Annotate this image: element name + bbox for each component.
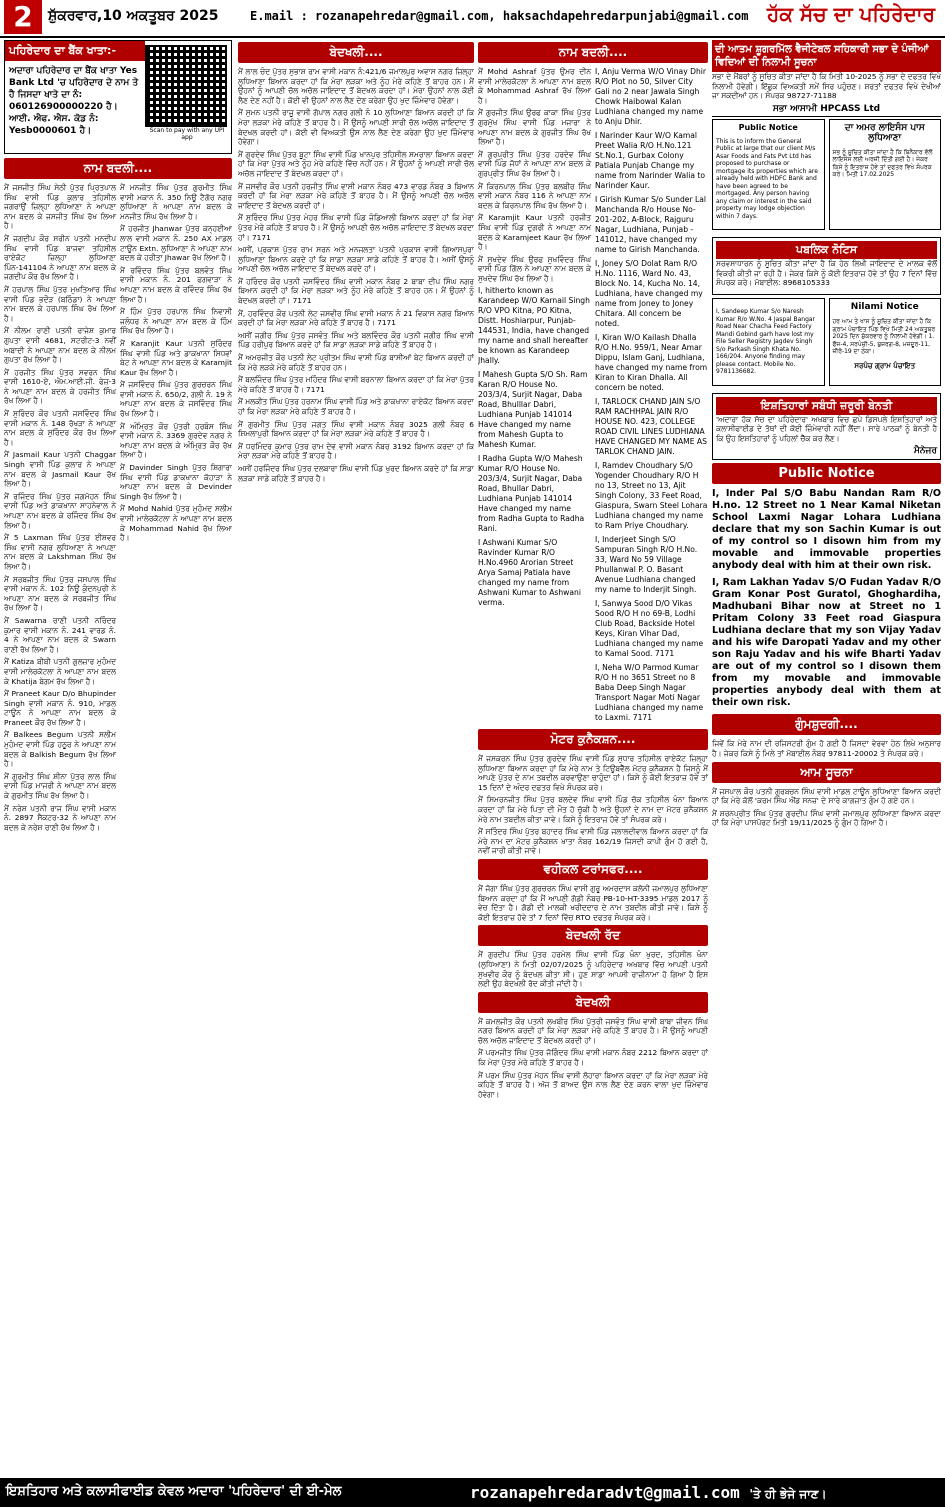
notice: ਮੈਂ ਨਰੇਸ਼ ਪਤਨੀ ਰਾਜ ਸਿੰਘ ਵਾਸੀ ਮਕਾਨ ਨੰ. 2897 ਸੈਕਟਰ-32 ਨੇ ਆਪਣਾ ਨਾਮ ਬਦਲ ਕੇ ਨਰੇਸ਼ ਰਾਣੀ ਰੱਖ ਲਿਆ ਹੈ। xyxy=(4,803,116,832)
section-heading-bedakhli-radd: ਬੇਦਖਲੀ ਰੱਦ xyxy=(478,925,708,946)
notice: ਮੈਂ Karanjit Kaur ਪਤਨੀ ਸੁਰਿੰਦਰ ਸਿੰਘ ਵਾਸੀ ਪਿੰਡ ਅਤੇ ਡਾਕਖਾਨਾ ਸਿਧਵਾਂ ਬੇਟ ਨੇ ਆਪਣਾ ਨਾਮ ਬਦਲ ਕੇ Karamjit Kaur ਰੱਖ ਲਿਆ ਹੈ। xyxy=(120,338,232,377)
column-4 xyxy=(712,40,941,1460)
section-heading-bedakhli-2: ਬੇਦਖਲੀ xyxy=(478,992,708,1013)
notice: ਮੈਂ ਹਰਪਾਲ ਸਿੰਘ ਪੁੱਤਰ ਮੁਖਤਿਆਰ ਸਿੰਘ ਵਾਸੀ ਪਿੰਡ ਭਦੌੜ (ਬਠਿੰਡਾ) ਨੇ ਆਪਣਾ ਨਾਮ ਬਦਲ ਕੇ ਹਰਪਾਲ ਸਿੰਘ ਰੱਖ ਲਿਆ ਹੈ। xyxy=(4,284,116,323)
notice: ਮੈਂ ਰਜਿੰਦਰ ਸਿੰਘ ਪੁੱਤਰ ਜਗਮੋਹਨ ਸਿੰਘ ਵਾਸੀ ਪਿੰਡ ਅਤੇ ਡਾਕਖਾਨਾ ਸਾਹਨੇਵਾਲ ਨੇ ਆਪਣਾ ਨਾਮ ਬਦਲ ਕੇ ਰਜਿੰਦਰ ਸਿੰਘ ਰੱਖ ਲਿਆ ਹੈ। xyxy=(4,491,116,530)
pb-notice-body: ਸਰਵਸਾਧਾਰਨ ਨੂੰ ਸੂਚਿਤ ਕੀਤਾ ਜਾਂਦਾ ਹੈ ਕਿ ਹੇਠ ਲਿਖੀ ਜਾਇਦਾਦ ਦੇ ਮਾਲਕ ਵੱਲੋਂ ਵਿਕਰੀ ਕੀਤੀ ਜਾ ਰਹੀ ਹੈ। ਜੇਕਰ ਕਿਸੇ ਨੂੰ ਕੋਈ ਇਤਰਾਜ਼ ਹੋਵੇ ਤਾਂ ਉਹ 7 ਦਿਨਾਂ ਵਿੱਚ ਸੰਪਰਕ ਕਰੇ। ਮੋਬਾਈਲ: 8968105333 xyxy=(716,259,937,288)
notice: ਮੈਂ ਸੁਮਨ ਪਤਨੀ ਰਾਜੂ ਵਾਸੀ ਗੋਪਾਲ ਨਗਰ ਗਲੀ ਨੰ 10 ਲੁਧਿਆਣਾ ਬਿਆਨ ਕਰਦੀ ਹਾਂ ਕਿ ਮੇਰਾ ਲੜਕਾ ਮੇਰੇ ਕਹਿਣੇ ਤੋਂ ਬਾਹਰ ਹੈ। ਮੈਂ ਉਸਨੂੰ ਆਪਣੀ ਸਾਰੀ ਚੱਲ ਅਚੱਲ ਜਾਇਦਾਦ ਤੋਂ ਬੇਦਖਲ ਕਰਦੀ ਹਾਂ। ਕੋਈ ਵੀ ਵਿਅਕਤੀ ਉਸ ਨਾਲ ਲੈਣ ਦੇਣ ਕਰੇਗਾ ਉਹ ਖੁਦ ਜ਼ਿੰਮੇਵਾਰ ਹੋਵੇਗਾ। xyxy=(238,108,474,147)
notice: ਮੈਂ Balkees Begum ਪਤਨੀ ਸਲੀਮ ਮੁਹੰਮਦ ਵਾਸੀ ਪਿੰਡ ਹਠੂਰ ਨੇ ਆਪਣਾ ਨਾਮ ਬਦਲ ਕੇ Balkish Begum ਰੱਖ ਲਿਆ ਹੈ। xyxy=(4,730,116,769)
society-heading: ਦੀ ਆਤਮ ਸ਼ੂਗਰਮਿੱਲ ਵੈਜੀਟੇਬਲ ਸਹਿਕਾਰੀ ਸਭਾ ਦੇ ਪੰਜੀਆਂ ਵਿਦਿਆਂ ਦੀ ਨਿਲਾਮੀ ਸੂਚਨਾ xyxy=(712,40,941,72)
notice: ਮੈਂ, ਹਰਵਿੰਦਰ ਕੌਰ ਪਤਨੀ ਲੇਟ ਜਸਵੀਰ ਸਿੰਘ ਵਾਸੀ ਮਕਾਨ ਨੰ 21 ਵਿਕਾਸ ਨਗਰ ਬਿਆਨ ਕਰਦੀ ਹਾਂ ਕਿ ਮੇਰਾ ਲੜਕਾ ਮੇਰੇ ਕਹਿਣੇ ਤੋਂ ਬਾਹਰ ਹੈ। 7171 xyxy=(238,308,474,328)
footer-text: ਇਸ਼ਤਿਹਾਰ ਅਤੇ ਕਲਾਸੀਫਾਈਡ ਕੇਵਲ ਅਦਾਰਾ 'ਪਹਿਰੇਦਾਰ' ਦੀ ਈ-ਮੇਲ xyxy=(6,1484,342,1499)
notice: ਮੈਂ ਜਗਦੀਪ ਕੌਰ ਸਰੀਨ ਪਤਨੀ ਮਨਦੀਪ ਸਿੰਘ ਵਾਸੀ ਪਿੰਡ ਬਾਜਵਾ ਤਹਿਸੀਲ ਰਾਏਕੋਟ ਜ਼ਿਲ੍ਹਾ ਲੁਧਿਆਣਾ ਪਿੰਨ-141104 ਨੇ ਆਪਣਾ ਨਾਮ ਬਦਲ ਕੇ ਜਗਦੀਪ ਕੌਰ ਰੱਖ ਲਿਆ ਹੈ। xyxy=(4,233,116,282)
society-sign: ਸਭਾ ਆਸਾਮੀ HPCASS Ltd xyxy=(772,103,881,114)
notice: ਮੈਂ ਕਿਰਨਪਾਲ ਸਿੰਘ ਪੁੱਤਰ ਬਲਬੀਰ ਸਿੰਘ ਵਾਸੀ ਮਕਾਨ ਨੰਬਰ 116 ਨੇ ਆਪਣਾ ਨਾਮ ਬਦਲ ਕੇ ਕਿਰਨਪਾਲ ਸਿੰਘ ਰੱਖ ਲਿਆ ਹੈ। xyxy=(478,181,591,210)
notice: ਮੈਂ ਗੁਰਪ੍ਰੀਤ ਸਿੰਘ ਪੁੱਤਰ ਹਰਦੇਵ ਸਿੰਘ ਵਾਸੀ ਪਿੰਡ ਜੋਧਾਂ ਨੇ ਆਪਣਾ ਨਾਮ ਬਦਲ ਕੇ ਗੁਰਪ੍ਰੀਤ ਸਿੰਘ ਰੱਖ ਲਿਆ ਹੈ। xyxy=(478,149,591,178)
bank-title: ਪਹਿਰੇਦਾਰ ਦਾ ਬੈਂਕ ਖਾਤਾ:- xyxy=(5,41,145,61)
notice: ਮੈਂ ਸਤਿੰਦਰ ਸਿੰਘ ਪੁੱਤਰ ਬਹਾਦਰ ਸਿੰਘ ਵਾਸੀ ਪਿੰਡ ਜਲਾਲਦੀਵਾਲ ਬਿਆਨ ਕਰਦਾ ਹਾਂ ਕਿ ਮੇਰੇ ਨਾਮ ਦਾ ਮੋਟਰ ਕੁਨੈਕਸ਼ਨ ਖਾਤਾ ਨੰਬਰ 162/19 ਜਿਸਦੀ ਕਾਪੀ ਗੁੰਮ ਹੋ ਗਈ ਹੈ, ਨਵੀਂ ਜਾਰੀ ਕੀਤੀ ਜਾਵੇ। xyxy=(478,827,708,856)
section-heading-aam: ਆਮ ਸੂਚਨਾ xyxy=(712,762,941,783)
nilami-title: Nilami Notice xyxy=(850,302,919,313)
pb-public-notice xyxy=(712,237,941,295)
qr-caption: Scan to pay with any UPI app xyxy=(149,127,225,141)
page-footer xyxy=(0,1478,945,1507)
notice: ਜਿਵੇਂ ਕਿ ਮੇਰੇ ਨਾਮ ਦੀ ਰਜਿਸਟਰੀ ਗੁੰਮ ਹੋ ਗਈ ਹੈ ਜਿਸਦਾ ਵੇਰਵਾ ਹੇਠ ਲਿਖੇ ਅਨੁਸਾਰ ਹੈ। ਜੇਕਰ ਕਿਸੇ ਨੂੰ ਮਿਲੇ ਤਾਂ ਮੋਬਾਈਲ ਨੰਬਰ 97811-20002 ਤੇ ਸੰਪਰਕ ਕਰੇ। xyxy=(712,739,941,758)
section-heading-name-change: ਨਾਮ ਬਦਲੀ.... xyxy=(4,158,232,179)
ad-note-title: ਇਸ਼ਤਿਹਾਰਾਂ ਸਬੰਧੀ ਜ਼ਰੂਰੀ ਬੇਨਤੀ xyxy=(716,397,937,415)
notice: ਮੈਂ ਜਸਕਰਨ ਸਿੰਘ ਪੁੱਤਰ ਗੁਰਦੇਵ ਸਿੰਘ ਵਾਸੀ ਪਿੰਡ ਸੁਧਾਰ ਤਹਿਸੀਲ ਰਾਏਕੋਟ ਜ਼ਿਲ੍ਹਾ ਲੁਧਿਆਣਾ ਬਿਆਨ ਕਰਦਾ ਹਾਂ ਕਿ ਮੇਰੇ ਨਾਮ ਤੇ ਟਿਊਬਵੈੱਲ ਮੋਟਰ ਕੁਨੈਕਸ਼ਨ ਹੈ ਜਿਸਨੂੰ ਮੈਂ ਆਪਣੇ ਪੁੱਤਰ ਦੇ ਨਾਮ ਤਬਦੀਲ ਕਰਵਾਉਣਾ ਚਾਹੁੰਦਾ ਹਾਂ। ਕਿਸੇ ਨੂੰ ਕੋਈ ਇਤਰਾਜ਼ ਹੋਵੇ ਤਾਂ 15 ਦਿਨਾਂ ਦੇ ਅੰਦਰ ਦਫਤਰ ਵਿਖੇ ਸੰਪਰਕ ਕਰੇ। xyxy=(478,754,708,792)
notice: ਮੈਂ Davinder Singh ਪੁੱਤਰ ਸ਼ਿਗਾਰਾ ਸਿੰਘ ਵਾਸੀ ਪਿੰਡ ਡਾਕਖਾਨਾ ਕੋਹਾੜਾ ਨੇ ਆਪਣਾ ਨਾਮ ਬਦਲ ਕੇ Devinder Singh ਰੱਖ ਲਿਆ ਹੈ। xyxy=(120,463,232,501)
notice: ਮੈਂ Katiza ਬੀਬੀ ਪਤਨੀ ਗੁਲਜ਼ਾਰ ਮੁਹੰਮਦ ਵਾਸੀ ਮਾਲੇਰਕੋਟਲਾ ਨੇ ਆਪਣਾ ਨਾਮ ਬਦਲ ਕੇ Khatija ਬੇਗਮ ਰੱਖ ਲਿਆ ਹੈ। xyxy=(4,657,116,686)
notice: I, Anju Verma W/O Vinay Dhir R/O Plot no 50, Silver City Gali no 2 near Jawala Singh Chowk Haibowal Kalan Ludhiana changed my name to Anju Dhir. xyxy=(595,67,707,126)
col3-right xyxy=(595,67,708,727)
notice: ਅਸੀਂ ਹਰਜਿੰਦਰ ਸਿੰਘ ਪੁੱਤਰ ਦਲਬਾਰਾ ਸਿੰਘ ਵਾਸੀ ਪਿੰਡ ਖੁਰਦ ਬਿਆਨ ਕਰਦੇ ਹਾਂ ਕਿ ਸਾਡਾ ਲੜਕਾ ਸਾਡੇ ਕਹਿਣੇ ਤੋਂ ਬਾਹਰ ਹੈ। xyxy=(238,463,474,483)
notice: ਮੈਂ 5 Laxman ਸਿੰਘ ਪੁੱਤਰ ਈਸ਼ਵਰ ਸਿੰਘ ਵਾਸੀ ਨਗਰ ਲੁਧਿਆਣਾ ਨੇ ਆਪਣਾ ਨਾਮ ਬਦਲ ਕੇ Lakshman ਸਿੰਘ ਰੱਖ ਲਿਆ ਹੈ। xyxy=(4,533,116,571)
notice: I Radha Gupta W/O Mahesh Kumar R/O House No. 203/3/4, Surjit Nagar, Daba Road, Bhullar Dabri, Ludhiana Punjab 141014 Have changed my name from Radha Gupta to Radha Rani. xyxy=(478,454,585,534)
notice: ਮੈਂ ਗੁਰਜੀਤ ਸਿੰਘ ਉਰਫ ਕਾਕਾ ਸਿੰਘ ਪੁੱਤਰ ਗੁਰਮੁੱਖ ਸਿੰਘ ਵਾਸੀ ਪਿੰਡ ਮਜਾਰਾ ਨੇ ਆਪਣਾ ਨਾਮ ਬਦਲ ਕੇ ਗੁਰਜੀਤ ਸਿੰਘ ਰੱਖ ਲਿਆ ਹੈ। xyxy=(478,108,591,147)
notice: ਅਸੀਂ, ਪ੍ਰਕਾਸ਼ ਪੁੱਤਰ ਰਾਮ ਸਰਨ ਅਤੇ ਮਨਜਲਤਾ ਪਤਨੀ ਪ੍ਰਕਾਸ਼ ਵਾਸੀ ਗਿਆਸਪੁਰਾ ਲੁਧਿਆਣਾ ਬਿਆਨ ਕਰਦੇ ਹਾਂ ਕਿ ਸਾਡਾ ਲੜਕਾ ਸਾਡੇ ਕਹਿਣੇ ਤੋਂ ਬਾਹਰ ਹੈ। ਅਸੀਂ ਉਸਨੂੰ ਆਪਣੀ ਚੱਲ ਅਚੱਲ ਜਾਇਦਾਦ ਤੋਂ ਬੇਦਖਲ ਕਰਦੇ ਹਾਂ। xyxy=(238,245,474,274)
column-3 xyxy=(478,40,708,1460)
footer-email-wrap xyxy=(470,1483,827,1502)
notice: ਅਸੀਂ ਜਗੀਰ ਸਿੰਘ ਪੁੱਤਰ ਜਸਵੰਤ ਸਿੰਘ ਅਤੇ ਬਲਵਿੰਦਰ ਕੌਰ ਪਤਨੀ ਜਗੀਰ ਸਿੰਘ ਵਾਸੀ ਪਿੰਡ ਹਰੀਪੁਰ ਬਿਆਨ ਕਰਦੇ ਹਾਂ ਕਿ ਸਾਡਾ ਲੜਕਾ ਸਾਡੇ ਕਹਿਣੇ ਤੋਂ ਬਾਹਰ ਹੈ। xyxy=(238,330,474,350)
notice: ਮੈਂ ਮਲਕੀਤ ਸਿੰਘ ਪੁੱਤਰ ਹਰਨਾਮ ਸਿੰਘ ਵਾਸੀ ਪਿੰਡ ਅਤੇ ਡਾਕਖਾਨਾ ਰਾਏਕੋਟ ਬਿਆਨ ਕਰਦਾ ਹਾਂ ਕਿ ਮੇਰਾ ਲੜਕਾ ਮੇਰੇ ਕਹਿਣੇ ਤੋਂ ਬਾਹਰ ਹੈ। xyxy=(238,397,474,416)
notice: I, TARLOCK CHAND JAIN S/O RAM RACHHPAL JAIN R/O HOUSE NO. 423, COLLEGE ROAD CIVIL LINES LUDHIANA HAVE CHANGED MY NAME AS TARLOK CHAND JAIN. xyxy=(595,397,707,456)
nilami-body: ਹਰ ਆਮ ਤੇ ਖਾਸ ਨੂੰ ਸੂਚਿਤ ਕੀਤਾ ਜਾਂਦਾ ਹੈ ਕਿ ਗ੍ਰਾਮ ਪੰਚਾਇਤ ਪਿੰਡ ਵਿਖੇ ਮਿਤੀ 24 ਅਕਤੂਬਰ 2025 ਦਿਨ ਸ਼ੁੱਕਰਵਾਰ ਨੂੰ ਨਿਲਾਮੀ ਹੋਵੇਗੀ। 1. ਫੌਜ-4, ਸਰਪੰਚੀ-5, ਬੁਜ਼ਰਗ-8, ਮਜ਼ਦੂਰ-11, ਜ਼ੀਰੋ-19 ਦਾ ਠੇਕਾ। xyxy=(832,318,936,356)
notice: ਮੈਂ ਹਰਜੀਤ Jhanwar ਪੁੱਤਰ ਕਨ੍ਹਈਆ ਲਾਲ ਵਾਸੀ ਮਕਾਨ ਨੰ. 250 AX ਮਾਡਲ ਟਾਊਨ Extn. ਲੁਧਿਆਣਾ ਨੇ ਆਪਣਾ ਨਾਮ ਬਦਲ ਕੇ ਹਰੀਤਾ Jhawar ਰੱਖ ਲਿਆ ਹੈ। xyxy=(120,224,232,263)
notice: I, Sanwya Sood D/O Vikas Sood R/O H no 69-B, Lodhi Club Road, Backside Hotel Keys, Kiran Vihar Dad, Ludhiana changed my name to Kamal Sood. 7171 xyxy=(595,599,704,658)
notice: ਮੈਂ ਗੁਰਮੀਤ ਸਿੰਘ ਸ਼ੀਨਾ ਪੁੱਤਰ ਲਾਲ ਸਿੰਘ ਵਾਸੀ ਪਿੰਡ ਮਾਜਰੀ ਨੇ ਆਪਣਾ ਨਾਮ ਬਦਲ ਕੇ ਗੁਰਮੀਤ ਸਿੰਘ ਰੱਖ ਲਿਆ ਹੈ। xyxy=(4,771,116,801)
notice: ਮੈਂ ਰਵਿੰਦਰ ਸਿੰਘ ਪੁੱਤਰ ਬਲਵੰਤ ਸਿੰਘ ਵਾਸੀ ਮਕਾਨ ਨੰ. 201 ਫਗਵਾੜਾ ਨੇ ਆਪਣਾ ਨਾਮ ਬਦਲ ਕੇ ਰਵਿੰਦਰ ਸਿੰਘ ਰੱਖ ਲਿਆ ਹੈ। xyxy=(120,265,232,304)
qr-code-icon[interactable] xyxy=(145,45,227,127)
notice: ਮੈਂ ਗੁਰਦੇਵ ਸਿੰਘ ਪੁੱਤਰ ਬੂਟਾ ਸਿੰਘ ਵਾਸੀ ਪਿੰਡ ਖਾਨਪੁਰ ਤਹਿਸੀਲ ਸਮਰਾਲਾ ਬਿਆਨ ਕਰਦਾ ਹਾਂ ਕਿ ਮੇਰਾ ਪੁੱਤਰ ਅਤੇ ਨੂੰਹ ਮੇਰੇ ਕਹਿਣੇ ਵਿੱਚ ਨਹੀਂ ਹਨ। ਮੈਂ ਉਹਨਾਂ ਨੂੰ ਆਪਣੀ ਸਾਰੀ ਚੱਲ ਅਚੱਲ ਜਾਇਦਾਦ ਤੋਂ ਬੇਦਖਲ ਕਰਦਾ ਹਾਂ। xyxy=(238,149,474,178)
bank-account-box xyxy=(4,40,232,154)
notice: ਮੈਂ ਜੋਗਾ ਸਿੰਘ ਪੁੱਤਰ ਗੁਰਚਰਨ ਸਿੰਘ ਵਾਸੀ ਗੁਰੂ ਅਮਰਦਾਸ ਕਲੋਨੀ ਜਮਾਲਪੁਰ ਲੁਧਿਆਣਾ ਬਿਆਨ ਕਰਦਾ ਹਾਂ ਕਿ ਮੈਂ ਆਪਣੀ ਗੱਡੀ ਨੰਬਰ PB-10-HT-3395 ਮਾਡਲ 2017 ਨੂੰ ਵੇਚ ਦਿੱਤਾ ਹੈ। ਗੱਡੀ ਦੀ ਮਾਲਕੀ ਖਰੀਦਦਾਰ ਦੇ ਨਾਮ ਤਬਦੀਲ ਕੀਤੀ ਜਾਵੇ। ਕਿਸੇ ਨੂੰ ਕੋਈ ਇਤਰਾਜ਼ ਹੋਵੇ ਤਾਂ 7 ਦਿਨਾਂ ਵਿੱਚ RTO ਦਫਤਰ ਸੰਪਰਕ ਕਰੇ। xyxy=(478,883,708,922)
notice: I, Inderjeet Singh S/O Sampuran Singh R/O H.No. 33, Ward No 59 Village Phullanwal P. O. Basant Avenue Ludhiana changed my name to Inderjit Singh. xyxy=(595,535,698,594)
license-form xyxy=(829,119,942,231)
notice: I, Joney S/O Dolat Ram R/O H.No. 1116, Ward No. 43, Block No. 14, Kucha No. 14, Ludhiana, have changed my name from Joney to Joney Chitara. All concern be noted. xyxy=(595,259,703,328)
ad-note-sign: ਮੈਨੇਜਰ xyxy=(913,446,937,457)
notice: ਮੈਂ ਹਰਿੰਦਰ ਕੌਰ ਪਤਨੀ ਜਸਵਿੰਦਰ ਸਿੰਘ ਵਾਸੀ ਮਕਾਨ ਨੰਬਰ 2 ਬਾਬਾ ਦੀਪ ਸਿੰਘ ਨਗਰ ਬਿਆਨ ਕਰਦੀ ਹਾਂ ਕਿ ਮੇਰਾ ਲੜਕਾ ਅਤੇ ਨੂੰਹ ਮੇਰੇ ਕਹਿਣੇ ਤੋਂ ਬਾਹਰ ਹਨ। ਮੈਂ ਉਹਨਾਂ ਨੂੰ ਬੇਦਖਲ ਕਰਦੀ ਹਾਂ। 7171 xyxy=(238,276,474,306)
nilami-notice xyxy=(829,298,942,386)
notice: ਮੈਂ ਜਸਪਾਲ ਕੌਰ ਪਤਨੀ ਗੁਰਬਚਨ ਸਿੰਘ ਵਾਸੀ ਮਾਡਲ ਟਾਊਨ ਲੁਧਿਆਣਾ ਬਿਆਨ ਕਰਦੀ ਹਾਂ ਕਿ ਮੇਰੇ ਕੋਲੋਂ 'ਕਰਮ ਸਿੰਘ ਐਂਡ ਸਨਜ਼' ਦੇ ਸਾਰੇ ਕਾਗਜ਼ਾਤ ਗੁੰਮ ਹੋ ਗਏ ਹਨ। xyxy=(712,786,941,806)
notice: ਮੈਂ ਕਮਲਜੀਤ ਕੌਰ ਪਤਨੀ ਲਖਬੀਰ ਸਿੰਘ ਪੁੱਤਰੀ ਜਸਵੰਤ ਸਿੰਘ ਵਾਸੀ ਬਾਬਾ ਜੀਵਨ ਸਿੰਘ ਨਗਰ ਬਿਆਨ ਕਰਦੀ ਹਾਂ ਕਿ ਮੇਰਾ ਲੜਕਾ ਮੇਰੇ ਕਹਿਣੇ ਤੋਂ ਬਾਹਰ ਹੈ। ਮੈਂ ਉਸਨੂੰ ਆਪਣੀ ਚੱਲ ਅਚੱਲ ਜਾਇਦਾਦ ਤੋਂ ਬੇਦਖਲ ਕਰਦੀ ਹਾਂ। xyxy=(478,1016,708,1045)
notice: ਮੈਂ ਗੁਰਮੀਤ ਸਿੰਘ ਪੁੱਤਰ ਜਗਤ ਸਿੰਘ ਵਾਸੀ ਮਕਾਨ ਨੰਬਰ 3025 ਗਲੀ ਨੰਬਰ 6 ਸ਼ਿਮਲਾਪੁਰੀ ਬਿਆਨ ਕਰਦਾ ਹਾਂ ਕਿ ਮੇਰਾ ਲੜਕਾ ਮੇਰੇ ਕਹਿਣੇ ਤੋਂ ਬਾਹਰ ਹੈ। xyxy=(238,419,474,439)
public-notice-big-2: I, Ram Lakhan Yadav S/O Fudan Yadav R/O Gram Konar Post Guratol, Ghoghardiha, Madhubani Bihar now at Street no 1 Pritam Colony 33 Feet road Giaspura Ludhiana declare that my son Vijay Yadav and his wife Daropati Yadav and my other son Raju Yadav and his wife Bharti Yadav are out of my control so I disown them from my movable and immovable properties anybody deal with them at their own risk. xyxy=(712,577,941,709)
nilami-sign: ਸਰਪੰਚ ਗ੍ਰਾਮ ਪੰਚਾਇਤ xyxy=(854,361,916,370)
notice: I, hitherto known as Karandeep W/O Karnail Singh R/O VPO Kitna, PO Kitna, Distt. Hoshiarpur, Punjab-144531, India, have changed my name and shall hereafter be known as Karandeep Jhally. xyxy=(478,286,590,366)
page-number: 2 xyxy=(4,0,42,34)
notice: ਮੈਂ ਅੰਮ੍ਰਿਤ ਕੌਰ ਪੁੱਤਰੀ ਹਰਬੰਸ ਸਿੰਘ ਵਾਸੀ ਮਕਾਨ ਨੰ. 3369 ਗੁਰਦੇਵ ਨਗਰ ਨੇ ਆਪਣਾ ਨਾਮ ਬਦਲ ਕੇ ਅੰਮ੍ਰਿਤ ਕੌਰ ਰੱਖ ਲਿਆ ਹੈ। xyxy=(120,421,232,460)
notice: I, Kiran W/O Kailash Dhalla R/O H.No. 959/1, Near Amar Dippu, Islam Ganj, Ludhiana, have changed my name from Kiran to Kiran Dhalla. All concern be noted. xyxy=(595,333,708,392)
public-notice-body: This is to inform the General Public at large that our client M/s Asar Foods and Fats Pvt Ltd has proposed to purchase or mortgage its properties which are already held with HDFC Bank and have been agreed to be mortgaged. Any person having any claim or interest in the said property may lodge objection within 7 days. xyxy=(716,137,818,220)
notice: ਮੈਂ ਸੁਰਿੰਦਰ ਸਿੰਘ ਪੁੱਤਰ ਮੇਹਰ ਸਿੰਘ ਵਾਸੀ ਪਿੰਡ ਜੰਡਿਆਲੀ ਬਿਆਨ ਕਰਦਾ ਹਾਂ ਕਿ ਮੇਰਾ ਪੁੱਤਰ ਮੇਰੇ ਕਹਿਣੇ ਤੋਂ ਬਾਹਰ ਹੈ। ਮੈਂ ਉਸਨੂੰ ਆਪਣੀ ਚੱਲ ਅਚੱਲ ਜਾਇਦਾਦ ਤੋਂ ਬੇਦਖਲ ਕਰਦਾ ਹਾਂ। 7171 xyxy=(238,213,474,242)
notice: I Girish Kumar S/o Sunder Lal Manchanda R/o House No-201-202, A-Block, Rajguru Nagar, Ludhiana, Punjab - 141012, have changed my name to Girish Manchanda. xyxy=(595,195,706,254)
notice: ਮੈਂ ਧਰਮਿੰਦਰ ਕੁਮਾਰ ਪੁੱਤਰ ਰਾਮ ਦੇਵ ਵਾਸੀ ਮਕਾਨ ਨੰਬਰ 3192 ਬਿਆਨ ਕਰਦਾ ਹਾਂ ਕਿ ਮੇਰਾ ਲੜਕਾ ਮੇਰੇ ਕਹਿਣੇ ਤੋਂ ਬਾਹਰ ਹੈ। xyxy=(238,441,474,461)
section-heading-motor: ਮੋਟਰ ਕੁਨੈਕਸ਼ਨ.... xyxy=(478,729,708,750)
column-1 xyxy=(4,40,232,1460)
footer-right-text: 'ਤੇ ਹੀ ਭੇਜੇ ਜਾਣ। xyxy=(749,1487,827,1501)
notice: ਮੈਂ ਅਮਰਜੀਤ ਕੌਰ ਪਤਨੀ ਲੇਟ ਪ੍ਰੀਤਮ ਸਿੰਘ ਵਾਸੀ ਪਿੰਡ ਬਾਸੀਆਂ ਬੇਟ ਬਿਆਨ ਕਰਦੀ ਹਾਂ ਕਿ ਮੇਰੇ ਲੜਕੇ ਮੇਰੇ ਕਹਿਣੇ ਤੋਂ ਬਾਹਰ ਹਨ। xyxy=(238,353,474,372)
col3-left xyxy=(478,67,591,727)
notice: ਮੈਂ Praneet Kaur D/o Bhupinder Singh ਵਾਸੀ ਮਕਾਨ ਨੰ. 910, ਮਾਡਲ ਟਾਊਨ ਨੇ ਆਪਣਾ ਨਾਮ ਬਦਲ ਕੇ Praneet ਕੌਰ ਰੱਖ ਲਿਆ ਹੈ। xyxy=(4,689,116,727)
notice: ਮੈਂ ਬਲਜਿੰਦਰ ਸਿੰਘ ਪੁੱਤਰ ਮਹਿੰਦਰ ਸਿੰਘ ਵਾਸੀ ਬਰਨਾਲਾ ਬਿਆਨ ਕਰਦਾ ਹਾਂ ਕਿ ਮੇਰਾ ਪੁੱਤਰ ਮੇਰੇ ਕਹਿਣੇ ਤੋਂ ਬਾਹਰ ਹੈ। 7171 xyxy=(238,375,474,394)
notice: ਮੈਂ ਜਸਵੀਰ ਕੌਰ ਪਤਨੀ ਹਰਜੀਤ ਸਿੰਘ ਵਾਸੀ ਮਕਾਨ ਨੰਬਰ 473 ਵਾਰਡ ਨੰਬਰ 3 ਬਿਆਨ ਕਰਦੀ ਹਾਂ ਕਿ ਮੇਰਾ ਲੜਕਾ ਮੇਰੇ ਕਹਿਣੇ ਤੋਂ ਬਾਹਰ ਹੈ। ਮੈਂ ਉਸਨੂੰ ਆਪਣੀ ਚੱਲ ਅਚੱਲ ਜਾਇਦਾਦ ਤੋਂ ਬੇਦਖਲ ਕਰਦੀ ਹਾਂ। xyxy=(238,181,474,210)
notice: ਮੈਂ Jasmail Kaur ਪਤਨੀ Chaggar Singh ਵਾਸੀ ਪਿੰਡ ਕੁਲਾਰ ਨੇ ਆਪਣਾ ਨਾਮ ਬਦਲ ਕੇ Jasmail Kaur ਰੱਖ ਲਿਆ ਹੈ। xyxy=(4,450,116,489)
notice: ਮੈਂ ਸਿਮਰਨਜੀਤ ਸਿੰਘ ਪੁੱਤਰ ਬਲਦੇਵ ਸਿੰਘ ਵਾਸੀ ਪਿੰਡ ਚੱਕ ਤਹਿਸੀਲ ਖੰਨਾ ਬਿਆਨ ਕਰਦਾ ਹਾਂ ਕਿ ਮੇਰੇ ਪਿਤਾ ਦੀ ਮੌਤ ਹੋ ਚੁੱਕੀ ਹੈ ਅਤੇ ਉਹਨਾਂ ਦੇ ਨਾਮ ਦਾ ਮੋਟਰ ਕੁਨੈਕਸ਼ਨ ਮੇਰੇ ਨਾਮ ਤਬਦੀਲ ਕੀਤਾ ਜਾਵੇ। ਕਿਸੇ ਨੂੰ ਇਤਰਾਜ਼ ਹੋਵੇ ਤਾਂ ਸੰਪਰਕ ਕਰੇ। xyxy=(478,795,708,824)
issue-date: ਸ਼ੁੱਕਰਵਾਰ,10 ਅਕਤੂਬਰ 2025 xyxy=(48,8,219,24)
notice: ਮੈਂ Sawarna ਰਾਣੀ ਪਤਨੀ ਨਰਿੰਦਰ ਕੁਮਾਰ ਵਾਸੀ ਮਕਾਨ ਨੰ. 241 ਵਾਰਡ ਨੰ. 4 ਨੇ ਆਪਣਾ ਨਾਮ ਬਦਲ ਕੇ Swarn ਰਾਣੀ ਰੱਖ ਲਿਆ ਹੈ। xyxy=(4,615,116,654)
notice: ਮੈਂ ਸ਼ਰਨਪ੍ਰੀਤ ਸਿੰਘ ਪੁੱਤਰ ਗੁਰਦੀਪ ਸਿੰਘ ਵਾਸੀ ਜਮਾਲਪੁਰ ਲੁਧਿਆਣਾ ਬਿਆਨ ਕਰਦਾ ਹਾਂ ਕਿ ਮੇਰਾ ਪਾਸਪੋਰਟ ਮਿਤੀ 19/11/2025 ਨੂੰ ਗੁੰਮ ਹੋ ਗਿਆ ਹੈ। xyxy=(712,808,941,828)
public-notice-big-1: I, Inder Pal S/O Babu Nandan Ram R/O H.no. 12 Street no 1 Near Kamal Niketan School Laxmi Nagar Lohara Ludhiana declare that my son Sachin Kumar is out of my control so I disown him from my movable and immovable properties anybody deal with him at their own risk. xyxy=(712,488,941,572)
notice: ਮੈਂ ਜਸਵਿੰਦਰ ਸਿੰਘ ਪੁੱਤਰ ਗੁਰਚਰਨ ਸਿੰਘ ਵਾਸੀ ਮਕਾਨ ਨੰ. 650/2, ਗਲੀ ਨੰ. 19 ਨੇ ਆਪਣਾ ਨਾਮ ਬਦਲ ਕੇ ਜਸਵਿੰਦਰ ਸਿੰਘ ਰੱਖ ਲਿਆ ਹੈ। xyxy=(120,380,232,419)
license-body: ਸਭ ਨੂੰ ਸੂਚਿਤ ਕੀਤਾ ਜਾਂਦਾ ਹੈ ਕਿ ਬਿਨੈਕਾਰ ਵੱਲੋਂ ਲਾਇਸੰਸ ਲਈ ਅਰਜ਼ੀ ਦਿੱਤੀ ਗਈ ਹੈ। ਜੇਕਰ ਕਿਸੇ ਨੂੰ ਇਤਰਾਜ਼ ਹੋਵੇ ਤਾਂ ਦਫਤਰ ਵਿਖੇ ਸੰਪਰਕ ਕਰੇ। ਮਿਤੀ 17.02.2025 xyxy=(832,148,933,179)
notice: I, Neha W/O Parmod Kumar R/O H no 3651 Street no 8 Baba Deep Singh Nagar Transport Nagar Moti Nagar Ludhiana changed my name to Laxmi. 7171 xyxy=(595,663,704,722)
notice: ਮੈਂ Mohd Nahid ਪੁੱਤਰ ਮੁਹੰਮਦ ਸਲੀਮ ਵਾਸੀ ਮਾਲੇਰਕੋਟਲਾ ਨੇ ਆਪਣਾ ਨਾਮ ਬਦਲ ਕੇ Mohammad Nahid ਰੱਖ ਲਿਆ ਹੈ। xyxy=(120,504,232,543)
section-heading-name-change-3: ਨਾਮ ਬਦਲੀ.... xyxy=(478,42,708,63)
notice: ਮੈਂ ਜਸਜੀਤ ਸਿੰਘ ਸੇਠੀ ਪੁੱਤਰ ਪ੍ਰਿਤਪਾਲ ਸਿੰਘ ਵਾਸੀ ਪਿੰਡ ਕੁਲਾਰ ਤਹਿਸੀਲ ਜਗਰਾਉਂ ਜ਼ਿਲ੍ਹਾ ਲੁਧਿਆਣਾ ਨੇ ਆਪਣਾ ਨਾਮ ਬਦਲ ਕੇ ਜਸਜੀਤ ਸਿੰਘ ਰੱਖ ਲਿਆ ਹੈ। xyxy=(4,183,116,231)
notice: ਮੈਂ ਪਰਮ ਸਿੰਘ ਪੁੱਤਰ ਮੋਹਨ ਸਿੰਘ ਵਾਸੀ ਲੋਹਾਰਾ ਬਿਆਨ ਕਰਦਾ ਹਾਂ ਕਿ ਮੇਰਾ ਲੜਕਾ ਮੇਰੇ ਕਹਿਣੇ ਤੋਂ ਬਾਹਰ ਹੈ। ਅੱਜ ਤੋਂ ਬਾਅਦ ਉਸ ਨਾਲ ਲੈਣ ਦੇਣ ਕਰਨ ਵਾਲਾ ਖੁਦ ਜ਼ਿੰਮੇਵਾਰ ਹੋਵੇਗਾ। xyxy=(478,1070,708,1099)
notice: I Mahesh Gupta S/O Sh. Ram Karan R/O House No. 203/3/4, Surjit Nagar, Daba Road, Bhulllar Dabri, Ludhiana Punjab 141014 Have changed my name from Mahesh Gupta to Mahesh Kumar. xyxy=(478,370,588,450)
notice: ਮੈਂ ਸੁਖਦੇਵ ਸਿੰਘ ਉਰਫ ਸੁਖਵਿੰਦਰ ਸਿੰਘ ਵਾਸੀ ਪਿੰਡ ਗਿੱਲ ਨੇ ਆਪਣਾ ਨਾਮ ਬਦਲ ਕੇ ਸੁਖਦੇਵ ਸਿੰਘ ਰੱਖ ਲਿਆ ਹੈ। xyxy=(478,254,591,283)
notice: ਸਭਾ ਦੇ ਮੈਂਬਰਾਂ ਨੂੰ ਸੂਚਿਤ ਕੀਤਾ ਜਾਂਦਾ ਹੈ ਕਿ ਮਿਤੀ 10-2025 ਨੂੰ ਸਭਾ ਦੇ ਦਫਤਰ ਵਿਖੇ ਨਿਲਾਮੀ ਹੋਵੇਗੀ। ਇੱਛੁਕ ਵਿਅਕਤੀ ਸਮੇਂ ਸਿਰ ਪਹੁੰਚਣ। ਸ਼ਰਤਾਂ ਦਫਤਰ ਵਿਖੇ ਦੇਖੀਆਂ ਜਾ ਸਕਦੀਆਂ ਹਨ। ਸੰਪਰਕ 98727-71188 xyxy=(712,72,941,101)
public-notice-en xyxy=(712,119,825,231)
section-heading-bedakhli: ਬੇਦਖਲੀ.... xyxy=(238,42,474,63)
ad-note-body: 'ਅਦਾਰਾ ਹੱਕ ਸੱਚ ਦਾ ਪਹਿਰੇਦਾਰ' ਅਖਬਾਰ ਵਿਚ ਛਪੇ ਡਿਸਪਲੇ ਇਸ਼ਤਿਹਾਰਾਂ ਅਤੇ ਕਲਾਸੀਫਾਈਡ ਦੇ ਤੱਥਾਂ ਦੀ ਕੋਈ ਜ਼ਿੰਮੇਵਾਰੀ ਨਹੀਂ ਲੈਂਦਾ। ਸਾਰੇ ਪਾਠਕਾਂ ਨੂੰ ਬੇਨਤੀ ਹੈ ਕਿ ਉਹ ਇਸ਼ਤਿਹਾਰਾਂ ਨੂੰ ਪਹਿਲਾਂ ਚੈੱਕ ਕਰ ਲੈਣ। xyxy=(716,414,937,443)
col1-left xyxy=(4,183,116,835)
notice: ਮੈਂ ਮਨਜੀਤ ਸਿੰਘ ਪੁੱਤਰ ਗੁਰਮੀਤ ਸਿੰਘ ਵਾਸੀ ਮਕਾਨ ਨੰ. 350 ਨਿਊ ਟੈਗੋਰ ਨਗਰ ਲੁਧਿਆਣਾ ਨੇ ਆਪਣਾ ਨਾਮ ਬਦਲ ਕੇ ਮਨਜੀਤ ਸਿੰਘ ਰੱਖ ਲਿਆ ਹੈ। xyxy=(120,183,232,221)
notice: ਮੈਂ ਸਰਬਜੀਤ ਸਿੰਘ ਪੁੱਤਰ ਜਸਪਾਲ ਸਿੰਘ ਵਾਸੀ ਮਕਾਨ ਨੰ. 102 ਨਿਊ ਕੁੰਦਨਪੁਰੀ ਨੇ ਆਪਣਾ ਨਾਮ ਬਦਲ ਕੇ ਸਰਬਜੀਤ ਸਿੰਘ ਰੱਖ ਲਿਆ ਹੈ। xyxy=(4,574,116,613)
license-title: ਦਾ ਅਮਰ ਲਾਇਸੰਸ ਪਾਸ ਲੁਧਿਆਣਾ xyxy=(844,122,925,143)
notice: ਮੈਂ ਹਿੰਮ ਪੁੱਤਰ ਹਰਪਾਲ ਸਿੰਘ ਨਿਵਾਸੀ ਜਲੰਧਰ ਨੇ ਆਪਣਾ ਨਾਮ ਬਦਲ ਕੇ ਹਿੰਮ ਸਿੰਘ ਰੱਖ ਲਿਆ ਹੈ। xyxy=(120,307,232,336)
notice: I Narinder Kaur W/O Kamal Preet Walia R/O H.No.121 St.No.1, Gurbax Colony Patiala Punjab Change my name from Narinder Walia to Narinder Kaur. xyxy=(595,131,706,190)
bank-text: ਅਦਾਰਾ ਪਹਿਰੇਦਾਰ ਦਾ ਬੈਂਕ ਖਾਤਾ Yes Bank Ltd 'ਚ ਪਹਿਰੇਦਾਰ ਦੇ ਨਾਮ ਤੇ ਹੈ ਜਿਸਦਾ ਖਾਤੇ ਦਾ ਨੰ: 060126900000220 ਹੈ। ਆਈ. ਐਫ. ਐਸ. ਕੋਡ ਨੰ: Yesb0000601 ਹੈ। xyxy=(9,66,139,136)
notice: ਮੈਂ ਗੁਰਦੀਪ ਸਿੰਘ ਪੁੱਤਰ ਹਰਮੇਲ ਸਿੰਘ ਵਾਸੀ ਪਿੰਡ ਖੰਨਾ ਖੁਰਦ, ਤਹਿਸੀਲ ਖੰਨਾ (ਲੁਧਿਆਣਾ) ਨੇ ਮਿਤੀ 02/07/2025 ਨੂੰ ਪਹਿਰੇਦਾਰ ਅਖਬਾਰ ਵਿੱਚ ਆਪਣੀ ਪਤਨੀ ਸੁਖਵੀਰ ਕੌਰ ਨੂੰ ਬੇਦਖਲ ਕੀਤਾ ਸੀ। ਹੁਣ ਸਾਡਾ ਆਪਸੀ ਰਾਜ਼ੀਨਾਮਾ ਹੋ ਗਿਆ ਹੈ ਇਸ ਲਈ ਉਹ ਬੇਦਖਲੀ ਰੱਦ ਕੀਤੀ ਜਾਂਦੀ ਹੈ। xyxy=(478,950,708,989)
footer-email[interactable]: rozanapehredaradvt@gmail.com xyxy=(470,1483,740,1502)
public-notice-big-title: Public Notice xyxy=(712,463,941,484)
public-notice-title: Public Notice xyxy=(738,122,798,132)
col1-right xyxy=(120,183,232,835)
ad-note-box xyxy=(712,393,941,461)
lost-notice-box xyxy=(712,298,825,386)
section-heading-vehicle: ਵਹੀਕਲ ਟਰਾਂਸਫਰ.... xyxy=(478,859,708,880)
notice: ਮੈਂ ਹਰਜੀਤ ਸਿੰਘ ਪੁੱਤਰ ਸਵਰਨ ਸਿੰਘ ਵਾਸੀ 1610-ਏ, ਐਮ.ਆਈ.ਜੀ. ਫੇਜ਼-3 ਨੇ ਆਪਣਾ ਨਾਮ ਬਦਲ ਕੇ ਹਰਜੀਤ ਸਿੰਘ ਰੱਖ ਲਿਆ ਹੈ। xyxy=(4,367,116,406)
notice: ਮੈਂ ਲਾਲ ਚੰਦ ਪੁੱਤਰ ਸੁਭਾਸ਼ ਰਾਮ ਵਾਸੀ ਮਕਾਨ ਨੰ:421/6 ਜਮਾਲਪੁਰ ਅਵਾਸ ਨਗਰ ਜ਼ਿਲ੍ਹਾ ਲੁਧਿਆਣਾ ਬਿਆਨ ਕਰਦਾ ਹਾਂ ਕਿ ਮੇਰਾ ਲੜਕਾ ਅਤੇ ਨੂੰਹ ਮੇਰੇ ਕਹਿਣੇ ਤੋਂ ਬਾਹਰ ਹਨ। ਮੈਂ ਉਹਨਾਂ ਨੂੰ ਆਪਣੀ ਚੱਲ ਅਚੱਲ ਜਾਇਦਾਦ ਤੋਂ ਬੇਦਖਲ ਕਰਦਾ ਹਾਂ। ਮੇਰਾ ਉਹਨਾਂ ਨਾਲ ਕੋਈ ਲੈਣ ਦੇਣ ਨਹੀਂ ਹੈ। ਕੋਈ ਵੀ ਉਹਨਾਂ ਨਾਲ ਲੈਣ ਦੇਣ ਕਰੇਗਾ ਉਹ ਖੁਦ ਜ਼ਿੰਮੇਵਾਰ ਹੋਵੇਗਾ। xyxy=(238,67,474,105)
header-email: E.mail : rozanapehredar@gmail.com, haksachdapehredarpunjabi@gmail.com xyxy=(250,9,749,23)
lost-notice-body: I, Sandeep Kumar S/o Naresh Kumar R/o W.No. 4 Jaspal Bangar Road Near Chacha Feed Factory Mandi Gobind garh have lost my File Seller Registry Jagdev Singh S/o Parkash Singh Khata No. 166/204. Anyone finding may please contact. Mobile No. 9781136682. xyxy=(716,308,816,376)
section-heading-lost: ਗੁੰਮਸ਼ੁਦਗੀ.... xyxy=(712,714,941,735)
notice: I Ashwani Kumar S/O Ravinder Kumar R/O H.No.4960 Arorian Street Arya Samaj Patiala have changed my name from Ashwani Kumar to Ashwani verma. xyxy=(478,538,581,608)
column-2 xyxy=(238,40,474,1460)
newspaper-logo: ਹੱਕ ਸੱਚ ਦਾ ਪਹਿਰੇਦਾਰ xyxy=(767,2,935,26)
pb-notice-title: ਪਬਲਿਕ ਨੋਟਿਸ xyxy=(716,241,937,259)
page-header xyxy=(0,0,945,38)
notice: ਮੈਂ ਪਰਮਜੀਤ ਸਿੰਘ ਪੁੱਤਰ ਜੋਗਿੰਦਰ ਸਿੰਘ ਵਾਸੀ ਮਕਾਨ ਨੰਬਰ 2212 ਬਿਆਨ ਕਰਦਾ ਹਾਂ ਕਿ ਮੇਰਾ ਪੁੱਤਰ ਮੇਰੇ ਕਹਿਣੇ ਤੋਂ ਬਾਹਰ ਹੈ। xyxy=(478,1048,708,1068)
notice: ਮੈਂ ਨੀਲਮ ਰਾਣੀ ਪਤਨੀ ਰਾਜੇਸ਼ ਕੁਮਾਰ ਗੁਪਤਾ ਵਾਸੀ 4681, ਸਟਰੀਟ-3 ਨਵੀਂ ਅਬਾਦੀ ਨੇ ਆਪਣਾ ਨਾਮ ਬਦਲ ਕੇ ਨੀਲਮ ਗੁਪਤਾ ਰੱਖ ਲਿਆ ਹੈ। xyxy=(4,326,116,365)
notice: ਮੈਂ Karamjit Kaur ਪਤਨੀ ਹਰਜੀਤ ਸਿੰਘ ਵਾਸੀ ਪਿੰਡ ਦੁਗਰੀ ਨੇ ਆਪਣਾ ਨਾਮ ਬਦਲ ਕੇ Karamjeet Kaur ਰੱਖ ਲਿਆ ਹੈ। xyxy=(478,213,591,252)
notice: ਮੈਂ ਸੁਰਿੰਦਰ ਕੌਰ ਪਤਨੀ ਜਸਵਿੰਦਰ ਸਿੰਘ ਵਾਸੀ ਮਕਾਨ ਨੰ. 148 ਰੱਖੜਾ ਨੇ ਆਪਣਾ ਨਾਮ ਬਦਲ ਕੇ ਸੁਰਿੰਦਰ ਕੌਰ ਰੱਖ ਲਿਆ ਹੈ। xyxy=(4,409,116,447)
notice: I, Ramdev Choudhary S/O Yogender Choudhary R/O H no 13, Street no 13, Ajit Singh Colony, 33 Feet Road, Giaspura, Swarn Steel Lohara Ludhiana changed my name to Ram Priye Choudhary. xyxy=(595,461,708,530)
notice: ਮੈਂ Mohd Ashraf ਪੁੱਤਰ ਉਮਰ ਦੀਨ ਵਾਸੀ ਮਾਲੇਰਕੋਟਲਾ ਨੇ ਆਪਣਾ ਨਾਮ ਬਦਲ ਕੇ Mohammad Ashraf ਰੱਖ ਲਿਆ ਹੈ। xyxy=(478,67,591,105)
